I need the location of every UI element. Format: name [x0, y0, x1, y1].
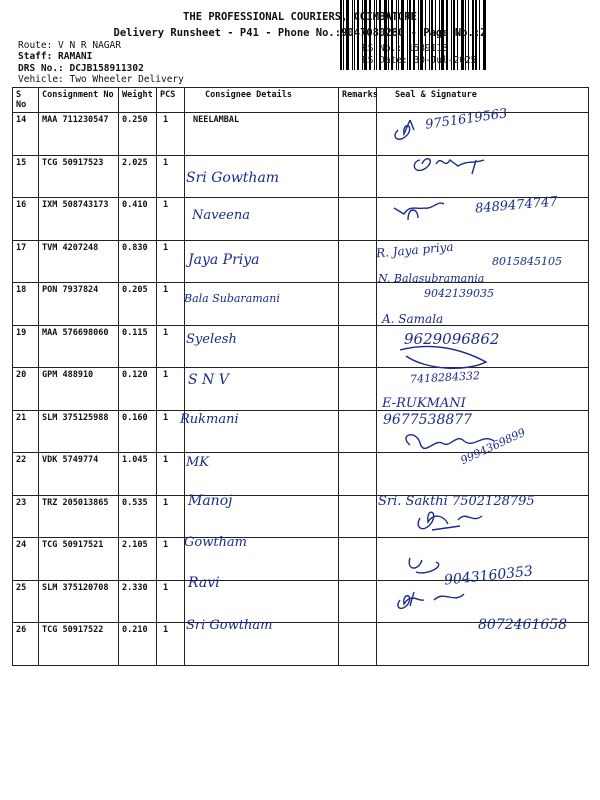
cell-consignment-no: TRZ 205013865	[39, 495, 119, 538]
handwritten-name: Sri Gowtham	[186, 170, 280, 186]
cell-sno: 23	[13, 495, 39, 538]
handwritten-phone: 9751619563	[424, 106, 509, 133]
cell-pcs: 1	[157, 113, 185, 156]
cell-remarks	[339, 453, 377, 496]
cell-weight: 0.210	[119, 623, 157, 666]
cell-pcs: 1	[157, 580, 185, 623]
cell-remarks	[339, 198, 377, 241]
cell-pcs: 1	[157, 495, 185, 538]
signature-scribble	[418, 512, 482, 530]
handwritten-phone: 9043160353	[443, 563, 534, 589]
cell-consignment-no: VDK 5749774	[39, 453, 119, 496]
cell-remarks	[339, 623, 377, 666]
col-consignment: Consignment No	[39, 88, 119, 113]
handwritten-name: Ravi	[188, 575, 220, 591]
cell-sno: 14	[13, 113, 39, 156]
cell-consignment-no: TCG 50917521	[39, 538, 119, 581]
cell-remarks	[339, 283, 377, 326]
cell-remarks	[339, 325, 377, 368]
cell-remarks	[339, 410, 377, 453]
runsheet-subtitle: Delivery Runsheet - P41 - Phone No.:9047080280 - Page No.:2	[113, 27, 487, 39]
drs-label: DRS No.: DCJB158911302	[18, 63, 144, 74]
handwritten-phone: 8072461658	[478, 617, 568, 633]
cell-sno: 22	[13, 453, 39, 496]
handwritten-phone: 9677538877	[383, 412, 473, 428]
signature-scribble	[398, 592, 464, 608]
signature-scribble	[395, 120, 414, 139]
cell-sno: 24	[13, 538, 39, 581]
handwritten-phone: 8489474747	[474, 194, 559, 217]
handwritten-name: Sri Gowtham	[186, 618, 273, 633]
cell-remarks	[339, 495, 377, 538]
cell-pcs: 1	[157, 198, 185, 241]
handwritten-name: MK	[186, 455, 210, 470]
signature-scribble	[394, 203, 444, 220]
signature-scribble	[400, 346, 486, 368]
col-pcs: PCS	[157, 88, 185, 113]
cell-consignment-no: IXM 508743173	[39, 198, 119, 241]
cell-remarks	[339, 580, 377, 623]
cell-sno: 16	[13, 198, 39, 241]
col-sno: S No	[13, 88, 39, 113]
cell-pcs: 1	[157, 623, 185, 666]
cell-consignee: NEELAMBAL	[185, 113, 339, 156]
cell-pcs: 1	[157, 368, 185, 411]
cell-sno: 26	[13, 623, 39, 666]
cell-consignment-no: TCG 50917523	[39, 155, 119, 198]
col-remarks: Remarks	[339, 88, 377, 113]
cell-pcs: 1	[157, 155, 185, 198]
cell-sno: 20	[13, 368, 39, 411]
cell-pcs: 1	[157, 283, 185, 326]
cell-weight: 2.330	[119, 580, 157, 623]
cell-consignment-no: SLM 375125988	[39, 410, 119, 453]
col-signature: Seal & Signature	[377, 88, 589, 113]
cell-consignment-no: SLM 375120708	[39, 580, 119, 623]
handwritten-signature: A. Samala	[382, 312, 444, 326]
cell-pcs: 1	[157, 325, 185, 368]
cell-remarks	[339, 240, 377, 283]
signature-scribble	[406, 435, 494, 449]
cell-weight: 2.025	[119, 155, 157, 198]
cell-pcs: 1	[157, 538, 185, 581]
signature-scribbles	[380, 100, 600, 660]
cell-weight: 0.120	[119, 368, 157, 411]
handwritten-phone: 9994369899	[458, 425, 528, 468]
cell-sno: 21	[13, 410, 39, 453]
cell-consignment-no: PON 7937824	[39, 283, 119, 326]
cell-weight: 0.535	[119, 495, 157, 538]
handwritten-signature: R. Jaya priya	[375, 239, 455, 261]
handwritten-name: Syelesh	[186, 332, 237, 347]
cell-consignment-no: TCG 50917522	[39, 623, 119, 666]
cell-sno: 19	[13, 325, 39, 368]
cell-remarks	[339, 155, 377, 198]
cell-consignment-no: GPM 488910	[39, 368, 119, 411]
rs-date: RS Date: 30-Jul-2025	[362, 55, 477, 66]
cell-pcs: 1	[157, 240, 185, 283]
cell-remarks	[339, 113, 377, 156]
cell-pcs: 1	[157, 453, 185, 496]
col-weight: Weight	[119, 88, 157, 113]
cell-sno: 25	[13, 580, 39, 623]
cell-weight: 0.830	[119, 240, 157, 283]
cell-pcs: 1	[157, 410, 185, 453]
handwritten-phone: 9629096862	[404, 330, 500, 348]
signature-scribble	[409, 558, 439, 573]
handwritten-name: S N V	[188, 372, 229, 388]
handwritten-phone: 8015845105	[492, 255, 562, 268]
route-label: Route: V N R NAGAR	[18, 40, 121, 51]
col-consignee: Consignee Details	[185, 88, 339, 113]
cell-sno: 15	[13, 155, 39, 198]
vehicle-label: Vehicle: Two Wheeler Delivery	[18, 74, 184, 85]
cell-remarks	[339, 538, 377, 581]
handwritten-phone: 9042139035	[424, 287, 494, 300]
cell-consignment-no: MAA 576698060	[39, 325, 119, 368]
cell-weight: 0.250	[119, 113, 157, 156]
handwritten-name: Manoj	[188, 493, 233, 509]
cell-weight: 2.105	[119, 538, 157, 581]
handwritten-name: Bala Subaramani	[184, 292, 280, 305]
company-title: THE PROFESSIONAL COURIERS, COIMBATORE	[183, 11, 417, 23]
handwritten-signature: Sri. Sakthi 7502128795	[378, 494, 535, 509]
cell-weight: 0.410	[119, 198, 157, 241]
handwritten-name: Jaya Priya	[188, 252, 260, 268]
cell-sno: 17	[13, 240, 39, 283]
signature-scribble	[414, 159, 484, 174]
handwritten-phone: 7418284332	[409, 369, 481, 386]
rs-number: RS No.: 1589113	[362, 43, 448, 54]
cell-weight: 0.205	[119, 283, 157, 326]
handwritten-signature: N. Balasubramania	[378, 272, 485, 285]
handwritten-signature: E-RUKMANI	[382, 396, 466, 411]
cell-consignment-no: MAA 711230547	[39, 113, 119, 156]
cell-sno: 18	[13, 283, 39, 326]
cell-weight: 0.115	[119, 325, 157, 368]
handwritten-name: Rukmani	[180, 412, 239, 427]
cell-consignment-no: TVM 4207248	[39, 240, 119, 283]
cell-remarks	[339, 368, 377, 411]
cell-weight: 1.045	[119, 453, 157, 496]
staff-label: Staff: RAMANI	[18, 51, 93, 62]
cell-weight: 0.160	[119, 410, 157, 453]
handwritten-name: Naveena	[192, 208, 250, 223]
handwritten-name: Gowtham	[184, 535, 248, 550]
